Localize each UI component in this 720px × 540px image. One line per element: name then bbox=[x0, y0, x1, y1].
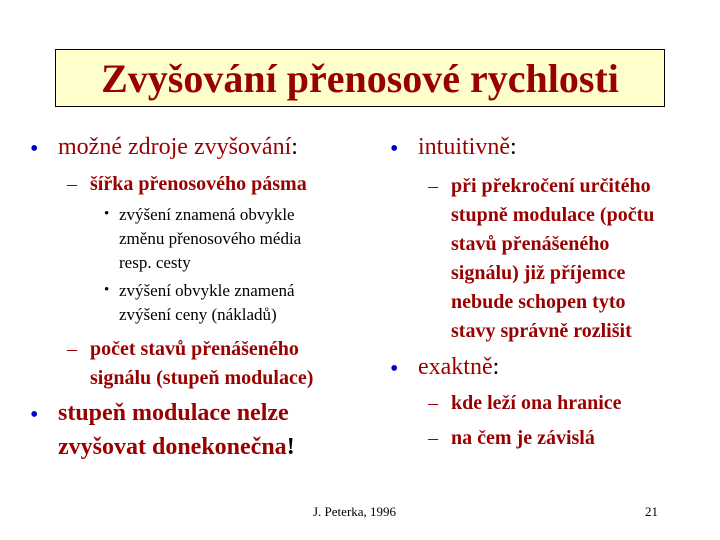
left-item-1-line-3: resp. cesty bbox=[119, 253, 191, 272]
left-item-2-line-1: zvýšení obvykle znamená bbox=[119, 281, 295, 300]
left-bullet-1-text: možné zdroje zvyšování bbox=[58, 134, 292, 160]
right-sub-1-line-5: nebude schopen tyto bbox=[451, 291, 626, 313]
left-bullet-2-line-1: stupeň modulace nelze bbox=[58, 400, 289, 426]
dash: – bbox=[428, 427, 438, 449]
left-item-1-line-2: změnu přenosového média bbox=[119, 229, 302, 248]
right-sub-1-line-3: stavů přenášeného bbox=[451, 233, 610, 255]
right-sub-1-line-4: signálu) již příjemce bbox=[451, 262, 626, 284]
left-sub-2-line-2: signálu (stupeň modulace) bbox=[90, 367, 314, 389]
dash: – bbox=[67, 173, 77, 195]
bullet: • bbox=[390, 136, 399, 162]
left-bullet-2-line-2 bbox=[58, 434, 295, 461]
bullet: • bbox=[30, 136, 39, 162]
left-sub-1: šířka přenosového pásma bbox=[90, 173, 307, 195]
right-sub-1-line-1: při překročení určitého bbox=[451, 175, 651, 197]
right-sub-1-line-2: stupně modulace (počtu bbox=[451, 204, 655, 226]
dash: – bbox=[67, 338, 77, 360]
dash: – bbox=[428, 175, 438, 197]
right-bullet-2-text: exaktně bbox=[418, 354, 493, 380]
left-item-1-line-1: zvýšení znamená obvykle bbox=[119, 205, 295, 224]
right-sub-1-line-6: stavy správně rozlišit bbox=[451, 320, 632, 342]
bullet: • bbox=[390, 356, 399, 382]
left-bullet-2-line-2-text: zvyšovat donekonečna bbox=[58, 434, 287, 460]
left-sub-2-line-1: počet stavů přenášeného bbox=[90, 338, 299, 360]
title-box bbox=[55, 49, 665, 107]
right-bullet-1-colon: : bbox=[510, 134, 517, 160]
left-item-2-line-2: zvýšení ceny (nákladů) bbox=[119, 305, 277, 324]
dash: – bbox=[428, 392, 438, 414]
footer-author: J. Peterka, 1996 bbox=[313, 504, 397, 519]
left-bullet-1-colon: : bbox=[291, 134, 298, 160]
page-number: 21 bbox=[645, 504, 658, 519]
right-bullet-2-colon: : bbox=[492, 354, 500, 380]
right-sub-2: kde leží ona hranice bbox=[451, 392, 622, 414]
bullet: • bbox=[104, 206, 110, 222]
left-bullet-1 bbox=[58, 134, 298, 161]
right-bullet-1-text: intuitivně bbox=[418, 134, 510, 160]
slide-title: Zvyšování přenosové rychlosti bbox=[101, 55, 619, 101]
right-bullet-1 bbox=[418, 134, 517, 161]
right-bullet-2 bbox=[418, 354, 499, 381]
bullet: • bbox=[30, 402, 39, 428]
right-sub-3: na čem je závislá bbox=[451, 427, 595, 449]
left-bullet-2-exclaim: ! bbox=[286, 434, 295, 460]
bullet: • bbox=[104, 282, 110, 298]
